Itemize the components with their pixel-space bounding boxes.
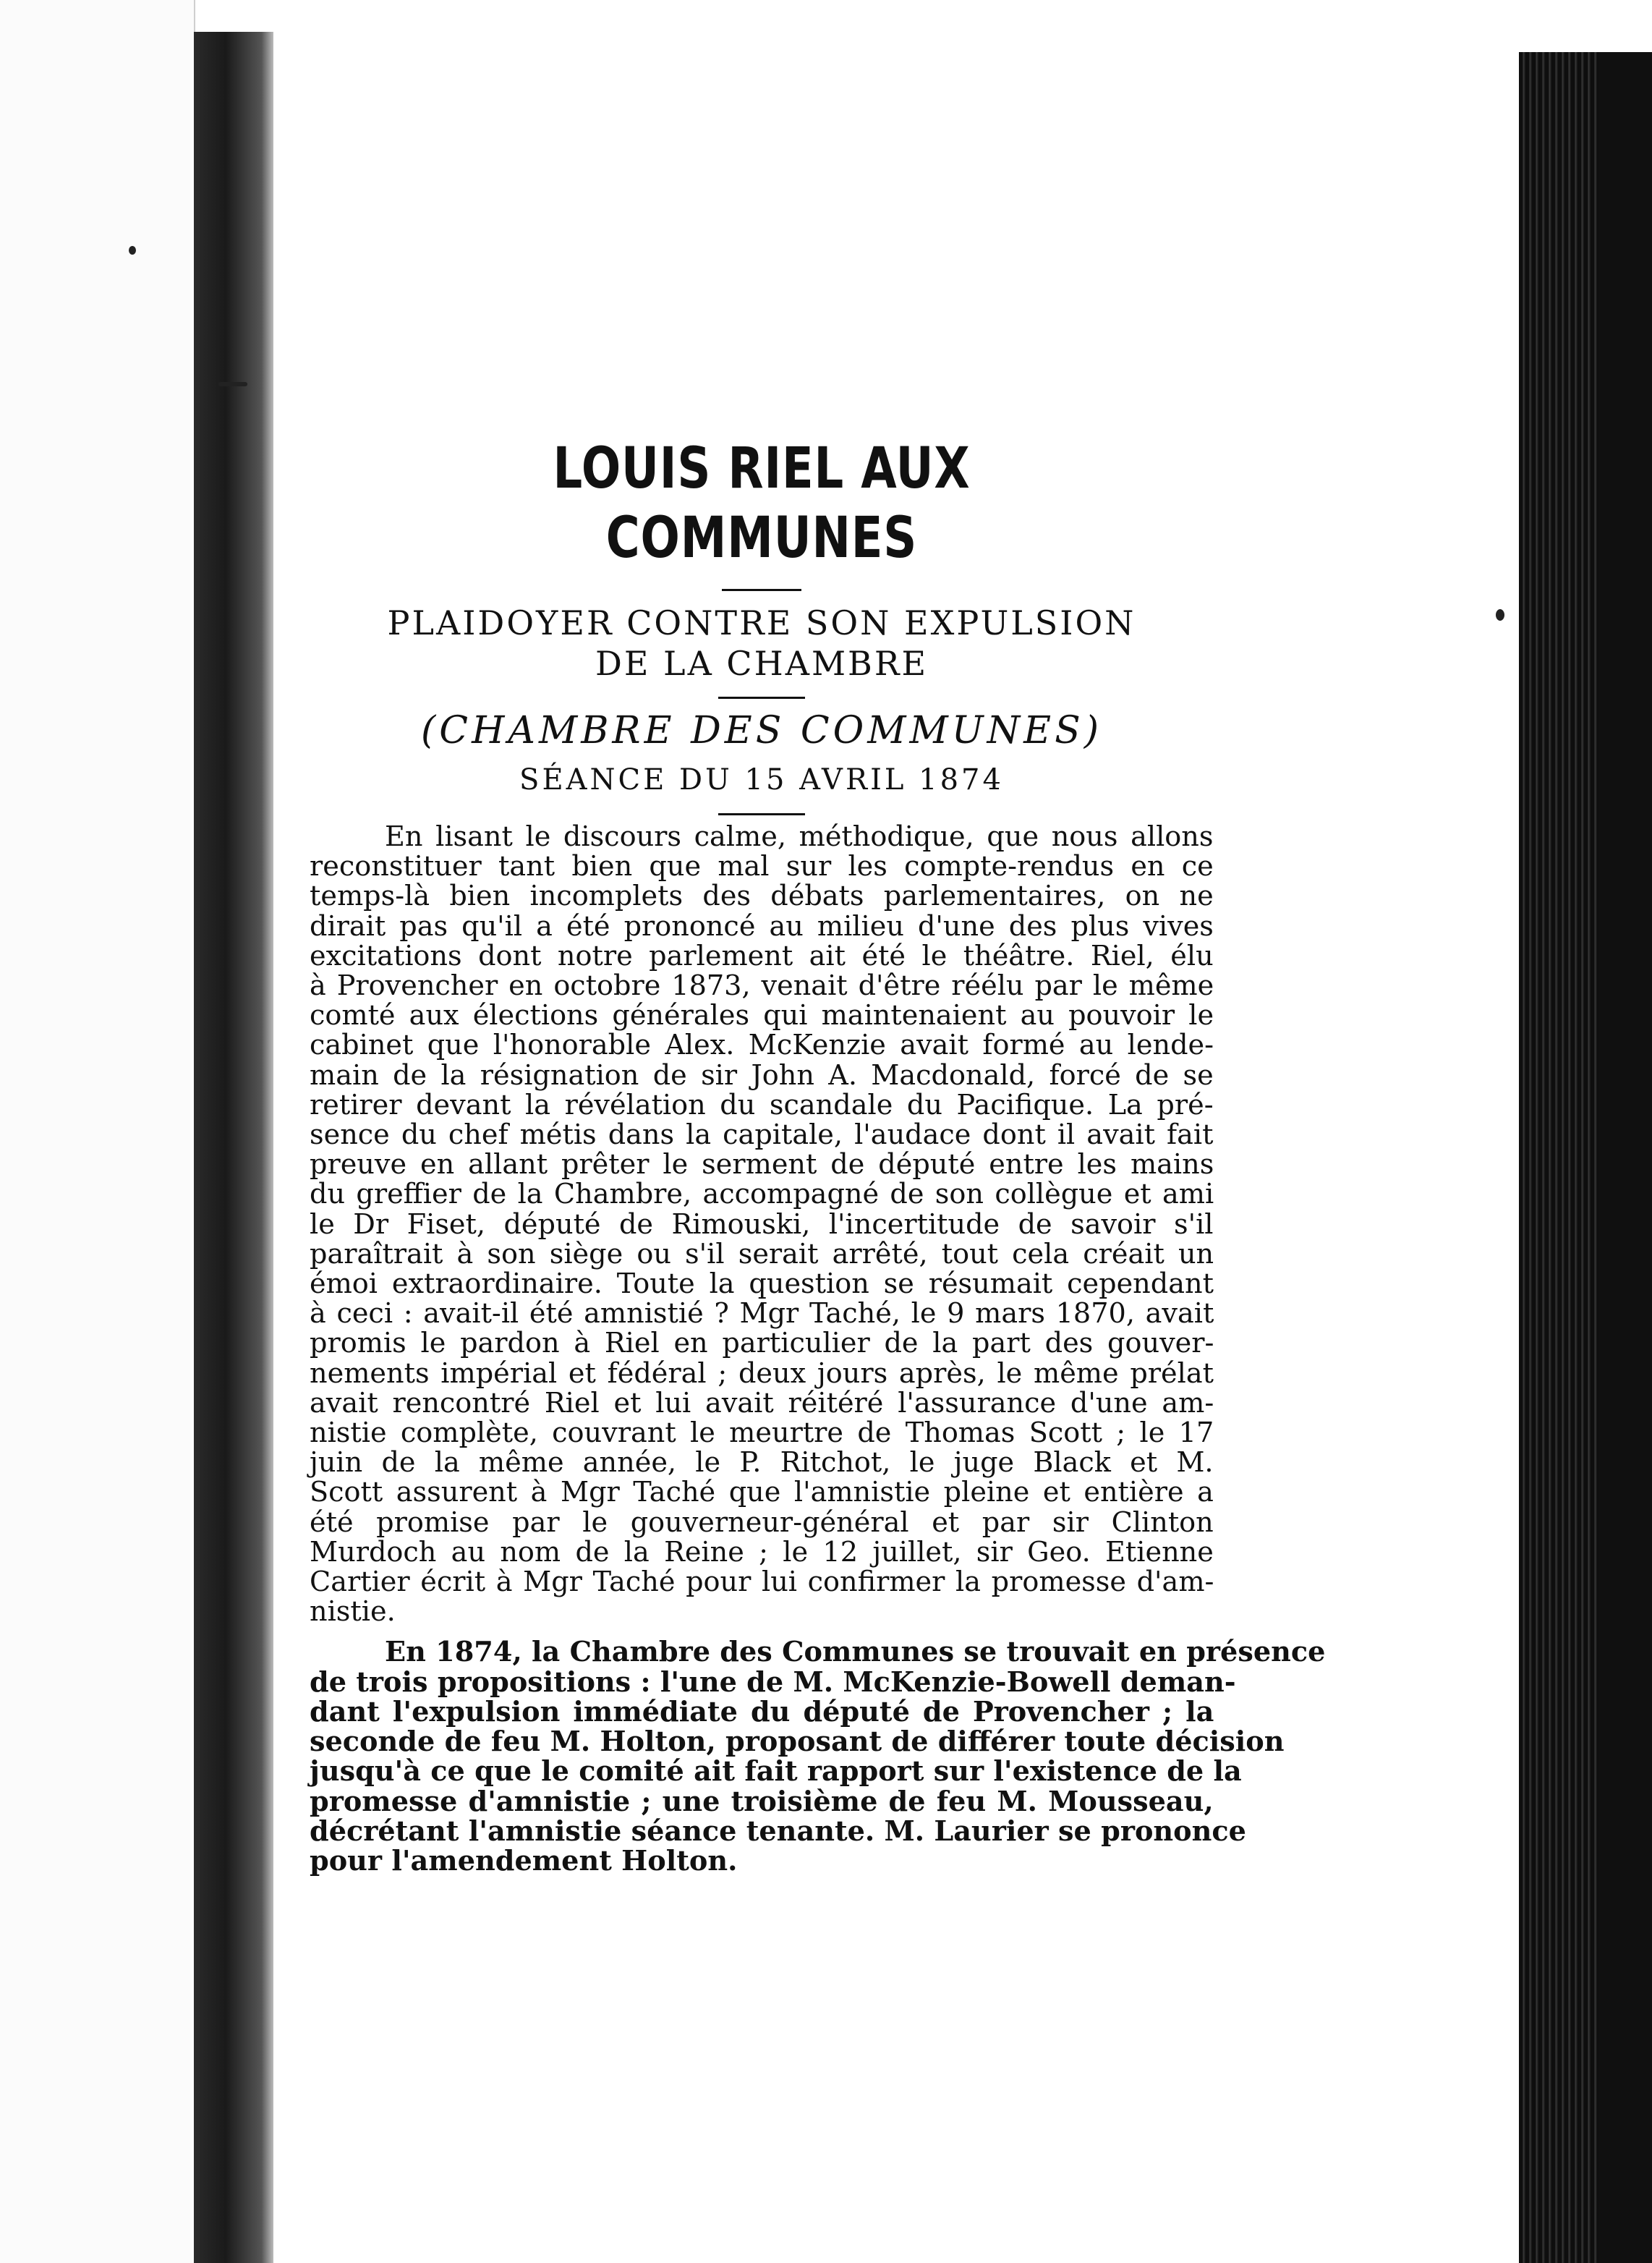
text-line: le Dr Fiset, député de Rimouski, l'incertitude de savoir s'il [310, 1208, 1214, 1241]
text-line: décrétant l'amnistie séance tenante. M. Laurier se prononce [310, 1814, 1246, 1848]
text-line: juin de la même année, le P. Ritchot, le juge Black et M. [310, 1447, 1214, 1479]
text-line: reconstituer tant bien que mal sur les compte-rendus en ce [310, 851, 1214, 883]
text-line: jusqu'à ce que le comité ait fait rapport sur l'existence de la [310, 1755, 1242, 1788]
text-line: nistie complète, couvrant le meurtre de Thomas Scott ; le 17 [310, 1417, 1214, 1450]
page-title: LOUIS RIEL AUX COMMUNES [553, 436, 971, 571]
text-line: du greffier de la Chambre, accompagné de son collègue et ami [310, 1179, 1214, 1211]
title-rule [722, 589, 801, 591]
text-line: promis le pardon à Riel en particulier de la part des gouver- [310, 1328, 1214, 1360]
dust-speck [218, 382, 247, 386]
text-line: de trois propositions : l'une de M. McKenzie-Bowell deman- [310, 1665, 1236, 1699]
text-line: avait rencontré Riel et lui avait réitéré l'assurance d'une am- [310, 1387, 1214, 1419]
text-line: retirer devant la révélation du scandale du Pacifique. La pré- [310, 1089, 1214, 1121]
paragraph-2 [310, 1636, 1326, 1877]
left-page-edge [0, 0, 195, 2263]
text-line: paraîtrait à son siège ou s'il serait arrêté, tout cela créait un [310, 1238, 1214, 1270]
chamber-heading: (CHAMBRE DES COMMUNES) [421, 709, 1102, 752]
text-line: En lisant le discours calme, méthodique, que nous allons [385, 821, 1214, 853]
page-stack-edge [1519, 52, 1598, 2263]
text-line: sence du chef métis dans la capitale, l'audace dont il avait fait [310, 1119, 1214, 1152]
text-line: dirait pas qu'il a été prononcé au milieu d'une des plus vives [310, 910, 1214, 943]
session-date: SÉANCE DU 15 AVRIL 1874 [519, 763, 1004, 797]
text-line: preuve en allant prêter le serment de député entre les mains [310, 1149, 1214, 1181]
paragraph-1 [310, 823, 1214, 1627]
subtitle-line-1: PLAIDOYER CONTRE SON EXPULSION [387, 603, 1136, 642]
text-line: Murdoch au nom de la Reine ; le 12 juillet, sir Geo. Etienne [310, 1536, 1214, 1568]
subtitle-line-2: DE LA CHAMBRE [595, 644, 929, 683]
text-line: pour l'amendement Holton. [310, 1844, 738, 1877]
text-line: à Provencher en octobre 1873, venait d'être réélu par le même [310, 970, 1214, 1003]
text-line: à ceci : avait-il été amnistié ? Mgr Taché, le 9 mars 1870, avait [310, 1298, 1214, 1330]
text-line: nements impérial et fédéral ; deux jours après, le même prélat [310, 1357, 1214, 1390]
text-line: excitations dont notre parlement ait été le théâtre. Riel, élu [310, 940, 1214, 972]
dust-speck [1496, 609, 1504, 621]
text-line: En 1874, la Chambre des Communes se trouvait en présence [385, 1636, 1326, 1669]
text-line: Cartier écrit à Mgr Taché pour lui confirmer la promesse d'am- [310, 1566, 1214, 1599]
session-rule [718, 813, 805, 815]
scan-border [1598, 52, 1652, 2263]
subtitle-rule [718, 697, 805, 699]
text-line: Scott assurent à Mgr Taché que l'amnistie pleine et entière a [310, 1477, 1214, 1509]
text-line: dant l'expulsion immédiate du député de Provencher ; la [310, 1695, 1214, 1728]
text-line: main de la résignation de sir John A. Macdonald, forcé de se [310, 1059, 1214, 1092]
dust-speck [129, 246, 136, 255]
text-line: cabinet que l'honorable Alex. McKenzie avait formé au lende- [310, 1029, 1214, 1062]
text-line: émoi extraordinaire. Toute la question se résumait cependant [310, 1268, 1214, 1301]
text-line: comté aux élections générales qui maintenaient au pouvoir le [310, 1000, 1214, 1032]
text-line: nistie. [310, 1596, 396, 1629]
book-spine-shadow [194, 32, 273, 2263]
text-line: été promise par le gouverneur-général et par sir Clinton [310, 1506, 1214, 1539]
text-line: seconde de feu M. Holton, proposant de différer toute décision [310, 1725, 1285, 1759]
text-line: temps-là bien incomplets des débats parlementaires, on ne [310, 880, 1214, 913]
document-body [310, 434, 1326, 1877]
text-line: promesse d'amnistie ; une troisième de feu M. Mousseau, [310, 1785, 1214, 1818]
